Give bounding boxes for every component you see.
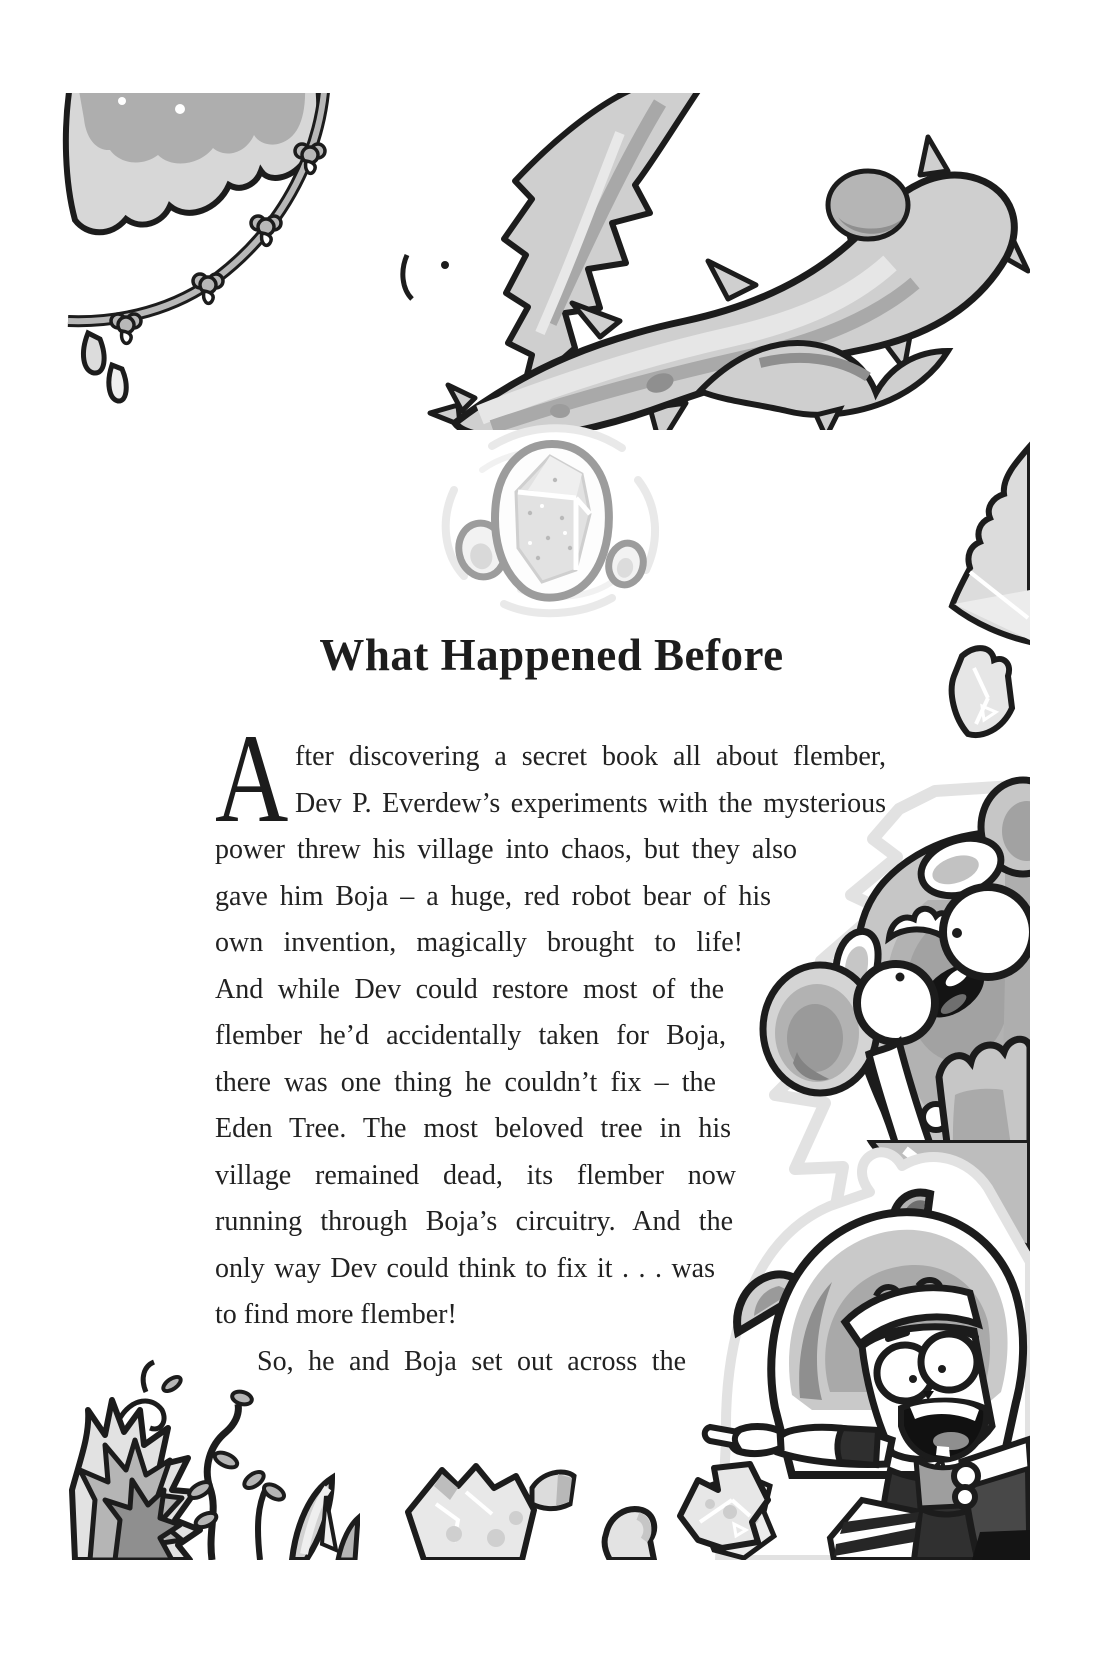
mark-crescent [403, 255, 412, 299]
map-piece-large [408, 1466, 534, 1560]
body-line: flember he’d accidentally taken for Boja, [215, 1020, 726, 1051]
paper-sliver [322, 1496, 336, 1550]
body-line: And while Dev could restore most of the [215, 973, 724, 1005]
paper-piece-curved [605, 1509, 655, 1560]
body-line: own invention, magically brought to life! [215, 927, 743, 958]
bear-left-eye [857, 964, 935, 1042]
body-line: gave him Boja – a huge, red robot bear of his [215, 880, 771, 912]
body-line: So, he and Boja set out across the [257, 1345, 686, 1377]
sprout [242, 1469, 287, 1560]
paper-scraps-illustration [400, 1460, 780, 1560]
right-paper-scraps-illustration [930, 440, 1030, 740]
torn-paper-small [952, 648, 1012, 735]
mark-dot [441, 261, 449, 269]
thorny-branch-illustration [60, 93, 1030, 430]
body-line: Eden Tree. The most beloved tree in his [215, 1113, 731, 1144]
body-line: Dev P. Everdew’s experiments with the mysterious [295, 787, 886, 819]
gem-right-nub [604, 540, 647, 589]
gem-crystal [495, 444, 609, 598]
flember-gem-illustration [430, 418, 675, 623]
body-line: there was one thing he couldn’t fix – the [215, 1066, 716, 1098]
body-line: power threw his village into chaos, but they also [215, 834, 797, 865]
body-line: only way Dev could think to fix it . . . was [215, 1252, 715, 1284]
plants-illustration [60, 1340, 360, 1560]
body-line: running through Boja’s circuitry. And the [215, 1206, 733, 1237]
chapter-title: What Happened Before [319, 630, 784, 680]
paper-piece-small [532, 1472, 574, 1509]
drop-cap: A [215, 709, 289, 849]
map-piece-right [680, 1464, 768, 1548]
torn-paper-large [952, 446, 1030, 642]
body-line: village remained dead, its flember now [215, 1159, 736, 1191]
body-line: to find more flember! [215, 1299, 457, 1330]
plant-fleck [143, 1362, 154, 1392]
body-line: fter discovering a secret book all about flember, [295, 741, 886, 772]
leaf-cluster [72, 1400, 200, 1560]
bear-right-eye [943, 887, 1030, 977]
